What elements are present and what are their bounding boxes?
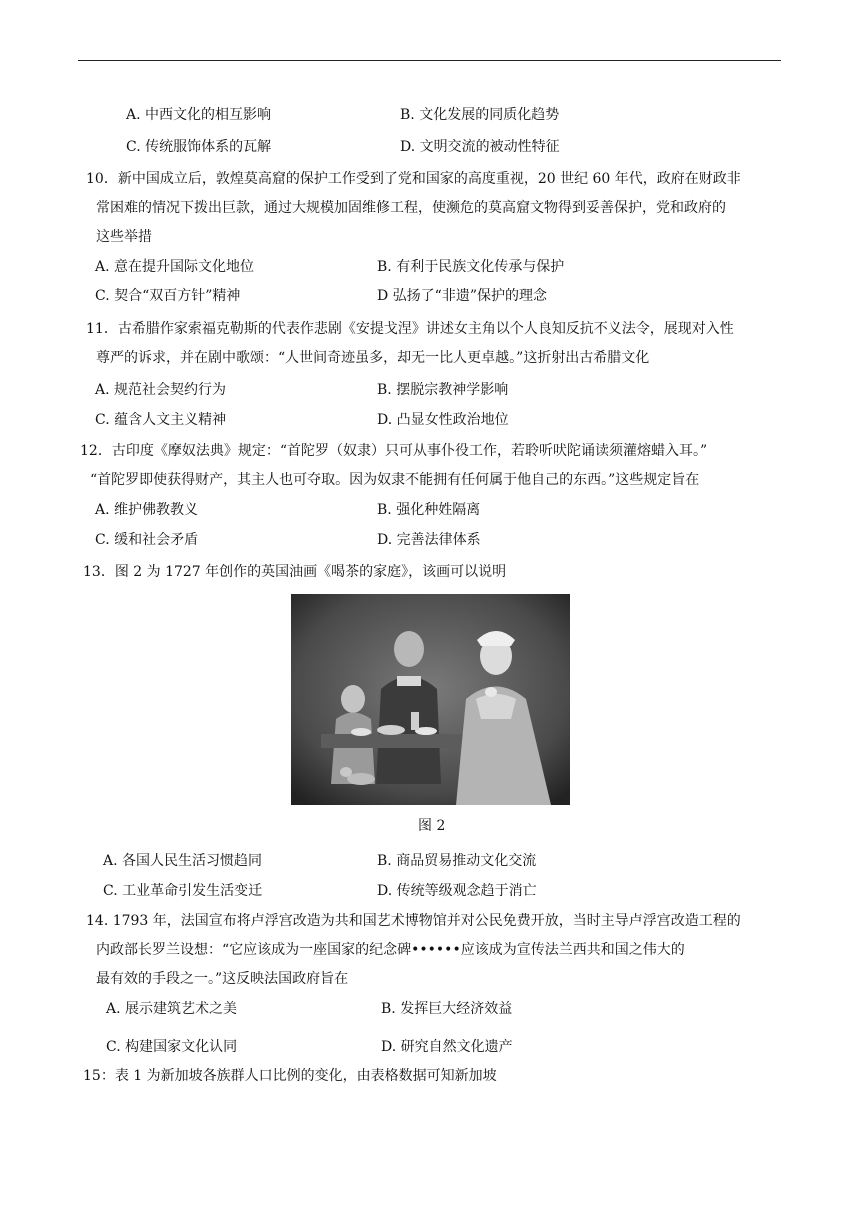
q14-stem-line2: 内政部长罗兰设想：“它应该成为一座国家的纪念碑••••••应该成为宣传法兰西共和国之伟大的 [96,942,685,958]
q9-option-c: C. 传统服饰体系的瓦解 [126,139,272,155]
q13-option-a: A. 各国人民生活习惯趋同 [103,853,263,869]
q13-option-b: B. 商品贸易推动文化交流 [377,853,537,869]
q13-option-c: C. 工业革命引发生活变迁 [103,883,263,899]
q10-stem-line2: 常困难的情况下拨出巨款，通过大规模加固维修工程，使濒危的莫高窟文物得到妥善保护，党和政府的 [96,200,726,216]
q13-option-d: D. 传统等级观念趋于消亡 [377,883,537,899]
q14-stem-line3: 最有效的手段之一。”这反映法国政府旨在 [96,971,349,987]
q9-option-d: D. 文明交流的被动性特征 [400,139,560,155]
q9-option-a: A. 中西文化的相互影响 [126,107,272,123]
figure-caption: 图 2 [418,818,446,834]
painting-illustration [291,594,570,805]
tea-family-painting [291,594,570,805]
q14-stem-line1: 14. 1793 年，法国宣布将卢浮宫改造为共和国艺术博物馆并对公民免费开放，当时主导卢浮宫改造工程的 [86,913,741,929]
q14-option-b: B. 发挥巨大经济效益 [381,1001,513,1017]
q10-stem [86,165,786,252]
q10-option-d: D 弘扬了“非遗”保护的理念 [377,288,547,304]
q12-stem-line1: 12．古印度《摩奴法典》规定：“首陀罗（奴隶）只可从事仆役工作，若聆听吠陀诵读须灌熔蜡入耳。” [80,443,708,459]
q12-stem [80,437,780,495]
q15-stem: 15：表 1 为新加坡各族群人口比例的变化，由表格数据可知新加坡 [83,1068,497,1084]
q11-option-c: C. 蕴含人文主义精神 [95,412,227,428]
header-rule [78,60,781,61]
q14-option-d: D. 研究自然文化遗产 [381,1039,513,1055]
q10-stem-line3: 这些举措 [96,229,152,245]
q11-option-a: A. 规范社会契约行为 [95,382,227,398]
q13-stem: 13．图 2 为 1727 年创作的英国油画《喝茶的家庭》，该画可以说明 [83,564,507,580]
q12-option-a: A. 维护佛教教义 [95,502,199,518]
q9-option-b: B. 文化发展的同质化趋势 [400,107,560,123]
q14-option-a: A. 展示建筑艺术之美 [106,1001,238,1017]
q11-stem [86,315,786,373]
q10-option-b: B. 有利于民族文化传承与保护 [377,259,565,275]
q12-option-c: C. 缓和社会矛盾 [95,532,199,548]
q11-option-d: D. 凸显女性政治地位 [377,412,509,428]
q11-stem-line2: 尊严的诉求，并在剧中歌颂：“人世间奇迹虽多，却无一比人更卓越。”这折射出古希腊文化 [96,350,650,366]
q11-stem-line1: 11．古希腊作家索福克勒斯的代表作悲剧《安提戈涅》讲述女主角以个人良知反抗不义法令，展现对入性 [86,321,734,337]
q10-stem-line1: 10．新中国成立后，敦煌莫高窟的保护工作受到了党和国家的高度重视，20 世纪 60 年代，政府在财政非 [86,171,741,187]
q12-option-b: B. 强化种姓隔离 [377,502,481,518]
q14-option-c: C. 构建国家文化认同 [106,1039,238,1055]
q11-option-b: B. 摆脱宗教神学影响 [377,382,509,398]
q10-option-a: A. 意在提升国际文化地位 [95,259,255,275]
q12-stem-line2: “首陀罗即使获得财产，其主人也可夺取。因为奴隶不能拥有任何属于他自己的东西。”这些规定旨在 [90,472,700,488]
q10-option-c: C. 契合“双百方针”精神 [95,288,241,304]
q12-option-d: D. 完善法律体系 [377,532,481,548]
q14-stem [86,907,786,994]
